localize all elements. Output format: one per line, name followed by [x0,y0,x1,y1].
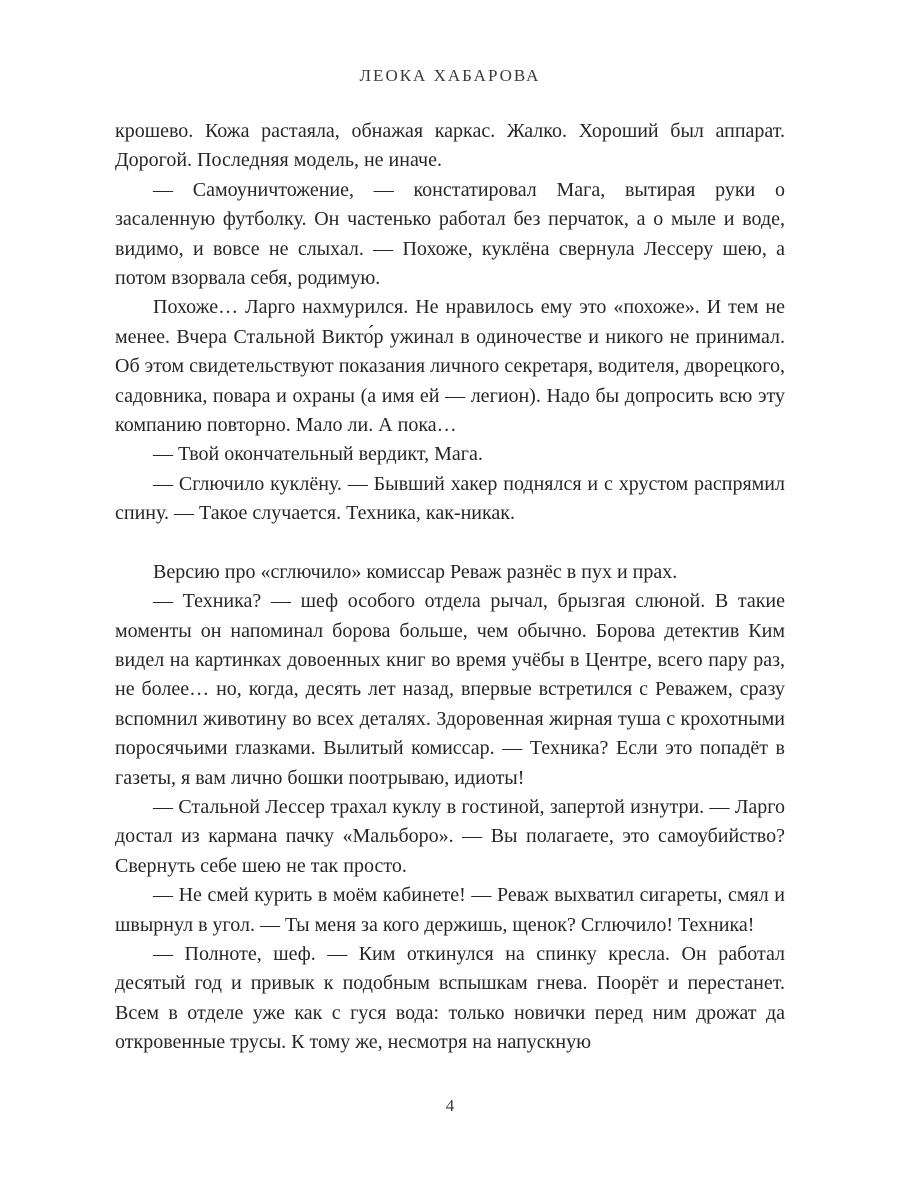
page-body [115,117,785,1058]
paragraph: — Полноте, шеф. — Ким откинулся на спинку кресла. Он работал десятый год и привык к подобным вспышкам гнева. Поорёт и перестанет. Всем в отделе уже как с гуся вода: только новички перед ним дрожат да откровенные трусы. К тому же, несмотря на напускную [115,942,785,1054]
running-header-author: ЛЕОКА ХАБАРОВА [359,66,541,85]
paragraph: — Техника? — шеф особого отдела рычал, брызгая слюной. В такие моменты он напоминал борова больше, чем обычно. Борова детектив Ким видел на картинках довоенных книг во время учёбы в Центре, всего пару раз, не более… но, когда, десять лет назад, впервые встретился с Реважем, сразу вспомнил животину во всех деталях. Здоровенная жирная туша с крохотными поросячьими глазками. Вылитый комиссар. — Техника? Если это попадёт в газеты, я вам лично бошки поотрываю, идиоты! [115,590,785,789]
paragraph: — Сглючило куклёну. — Бывший хакер поднялся и с хрустом распрямил спину. — Такое случается. Техника, как-никак. [115,472,785,525]
paragraph: крошево. Кожа растаяла, обнажая каркас. Жалко. Хороший был аппарат. Дорогой. Последняя модель, не иначе. [115,120,785,172]
page-number: 4 [445,1096,455,1115]
paragraph: — Не смей курить в моём кабинете! — Реваж выхватил сигареты, смял и швырнул в угол. — Ты меня за кого держишь, щенок? Сглючило! Техника! [115,884,785,936]
paragraph: Похоже… Ларго нахмурился. Не нравилось ему это «похоже». И тем не менее. Вчера Стальной Викто́р ужинал в одиночестве и никого не принимал. Об этом свидетельствуют показания личного секретаря, водителя, дворецкого, садовника, повара и охраны (а имя ей — легион). Надо бы допросить всю эту компанию повторно. Мало ли. А пока… [115,296,785,437]
paragraph: — Твой окончательный вердикт, Мага. [153,443,483,466]
paragraph: — Стальной Лессер трахал куклу в гостиной, запертой изнутри. — Ларго достал из кармана пачку «Мальборо». — Вы полагаете, это самоубийство? Свернуть себе шею не так просто. [115,795,785,877]
paragraph-section-start: Версию про «сглючило» комиссар Реваж разнёс в пух и прах. [153,560,678,583]
paragraph: — Самоуничтожение, — констатировал Мага, вытирая руки о засаленную футболку. Он частенько работал без перчаток, а о мыле и воде, видимо, и вовсе не слыхал. — Похоже, куклёна свернула Лессеру шею, а потом взорвала себя, родимую. [115,178,785,290]
